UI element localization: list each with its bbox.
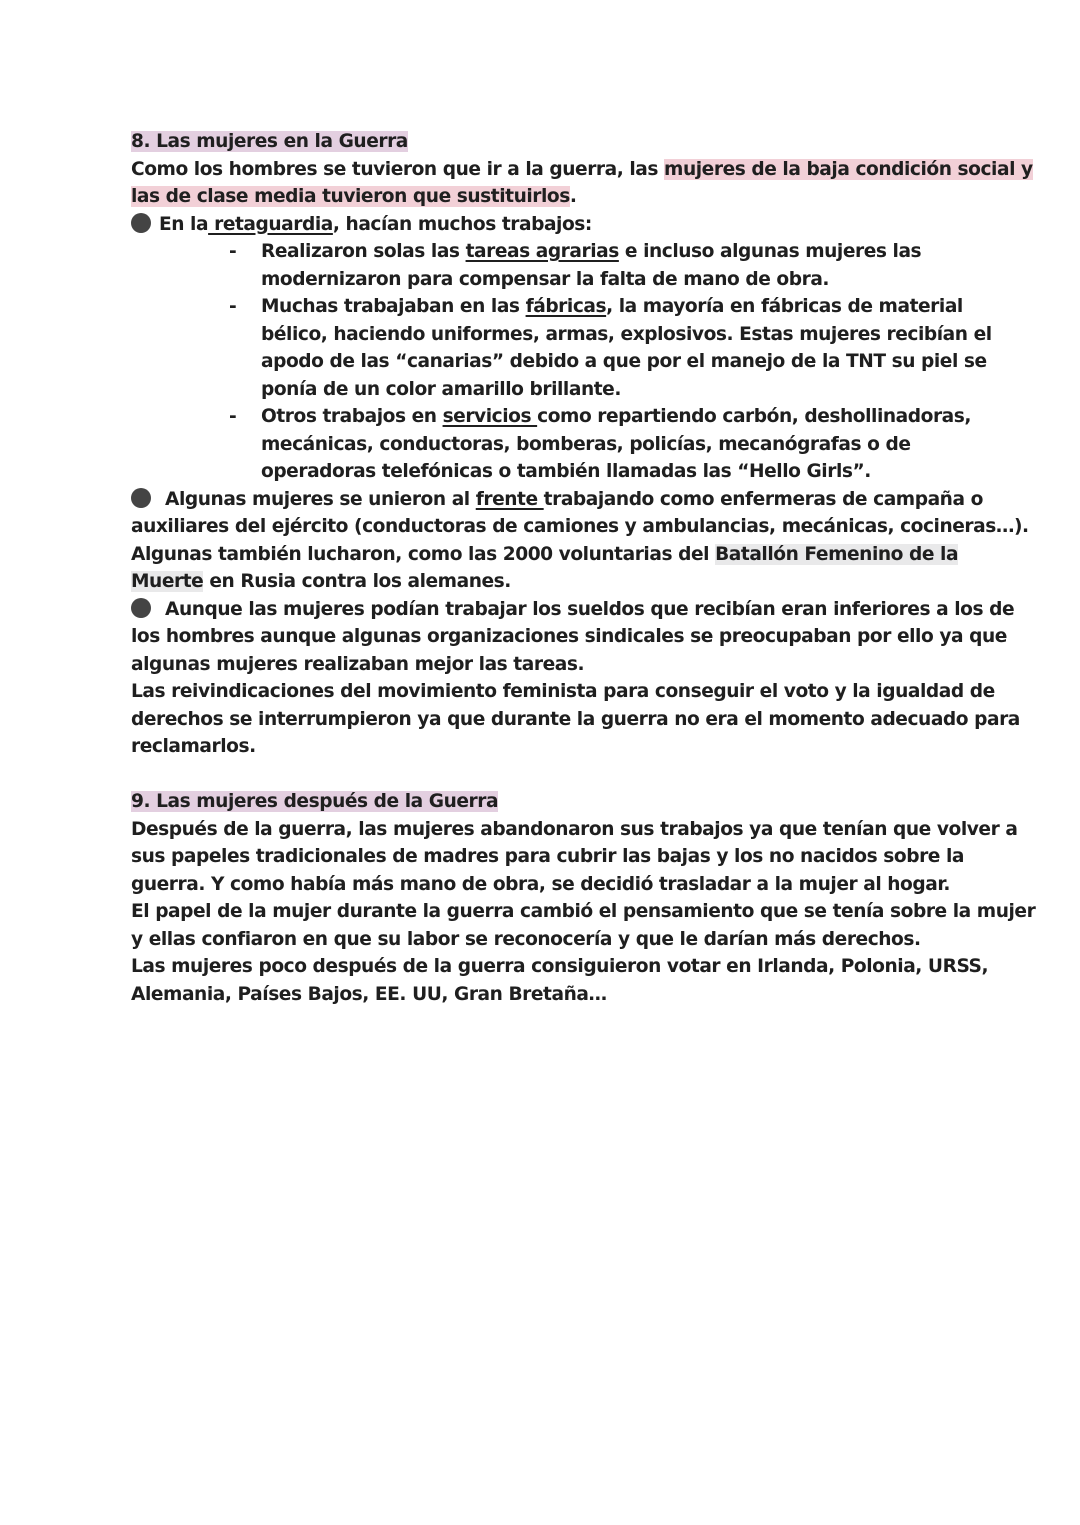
item-text: operadoras telefónicas o también llamadas las “Hello Girls”.	[261, 461, 871, 482]
dash-item-agrarias-cont	[131, 266, 961, 294]
paragraph-text: guerra. Y como había más mano de obra, se decidió trasladar a la mujer al hogar.	[131, 873, 951, 895]
paragraph-line	[131, 843, 964, 871]
bullet-text: Aunque las mujeres podían trabajar los sueldos que recibían eran inferiores a los de	[159, 598, 1015, 620]
bullet-frente-cont	[131, 541, 961, 569]
item-text: como repartiendo carbón, deshollinadoras,	[537, 406, 971, 427]
underlined-term: frente	[475, 488, 544, 510]
underlined-term: servicios	[442, 406, 538, 427]
item-text: , la mayoría en fábricas de material	[606, 296, 963, 317]
item-text: Otros trabajos en	[261, 406, 443, 427]
dash-item-fabricas-cont	[131, 376, 961, 404]
bullet-sueldos-cont	[131, 623, 1007, 651]
intro-line-1	[131, 156, 1033, 184]
highlighted-phrase: mujeres de la baja condición social y	[664, 158, 1033, 180]
intro-text: Como los hombres se tuvieron que ir a la guerra, las	[131, 158, 665, 180]
dash-item-fabricas	[131, 293, 961, 321]
bullet-text: Algunas también lucharon, como las 2000 voluntarias del	[131, 543, 716, 565]
highlighted-phrase: Muerte	[131, 571, 204, 592]
bullet-text: algunas mujeres realizaban mejor las tareas.	[131, 653, 585, 675]
bullet-text: , hacían muchos trabajos:	[332, 213, 592, 235]
paragraph-text: Después de la guerra, las mujeres abandonaron sus trabajos ya que tenían que volver a	[131, 818, 1018, 840]
paragraph-line	[131, 706, 1020, 734]
bullet-icon	[131, 488, 151, 508]
dash-item-fabricas-cont	[131, 321, 992, 349]
item-text: e incluso algunas mujeres las	[618, 241, 922, 262]
bullet-frente-cont	[131, 513, 1029, 541]
paragraph-line	[131, 926, 961, 954]
dash-item-servicios	[131, 403, 971, 431]
item-text: ponía de un color amarillo brillante.	[261, 378, 621, 400]
item-text: modernizaron para compensar la falta de mano de obra.	[261, 268, 830, 290]
bullet-icon	[131, 598, 151, 618]
item-text: bélico, haciendo uniformes, armas, explosivos. Estas mujeres recibían el	[261, 323, 992, 345]
paragraph-line	[131, 733, 961, 761]
highlighted-phrase: las de clase media tuvieron que sustituirlos	[131, 186, 570, 207]
section-9-heading	[131, 788, 961, 816]
dash-marker: -	[229, 241, 237, 262]
paragraph-text: Alemania, Países Bajos, EE. UU, Gran Bretaña…	[131, 983, 607, 1005]
paragraph-text: Las reivindicaciones del movimiento feminista para conseguir el voto y la igualdad de	[131, 681, 995, 702]
section-8-heading	[131, 128, 961, 156]
item-text: Muchas trabajaban en las	[261, 296, 526, 317]
section-spacer	[131, 761, 961, 789]
bullet-text: Algunas mujeres se unieron al	[159, 488, 476, 510]
paragraph-line	[131, 871, 961, 899]
bullet-sueldos	[131, 596, 1015, 624]
intro-line-2	[131, 183, 961, 211]
paragraph-line	[131, 953, 989, 981]
underlined-term: tareas agrarias	[465, 241, 619, 262]
paragraph-text: derechos se interrumpieron ya que durante la guerra no era el momento adecuado para	[131, 708, 1020, 730]
dash-marker: -	[229, 296, 237, 317]
bullet-text: trabajando como enfermeras de campaña o	[543, 488, 983, 510]
highlighted-phrase: Batallón Femenino de la	[715, 543, 959, 565]
bullet-sueldos-cont	[131, 651, 961, 679]
paragraph-line	[131, 816, 1018, 844]
bullet-text: los hombres aunque algunas organizaciones sindicales se preocupaban por ello ya que	[131, 626, 1007, 647]
paragraph-text: reclamarlos.	[131, 736, 256, 757]
bullet-text: En la	[159, 213, 209, 235]
paragraph-text: Las mujeres poco después de la guerra consiguieron votar en Irlanda, Polonia, URSS,	[131, 956, 989, 977]
item-text: Realizaron solas las	[261, 241, 466, 262]
section-9-title: 9. Las mujeres después de la Guerra	[131, 791, 499, 812]
bullet-retaguardia	[131, 211, 961, 239]
item-text: apodo de las “canarias” debido a que por el manejo de la TNT su piel se	[261, 351, 987, 372]
dash-item-fabricas-cont	[131, 348, 987, 376]
paragraph-text: sus papeles tradicionales de madres para cubrir las bajas y los no nacidos sobre la	[131, 846, 964, 867]
bullet-frente	[131, 486, 983, 514]
paragraph-text: El papel de la mujer durante la guerra cambió el pensamiento que se tenía sobre la mujer	[131, 901, 1036, 922]
document-body	[131, 128, 1036, 1008]
underlined-term: retaguardia	[208, 213, 333, 235]
underlined-term: fábricas	[525, 296, 607, 317]
bullet-icon	[131, 213, 151, 233]
section-8-title: 8. Las mujeres en la Guerra	[131, 131, 408, 152]
dash-item-servicios-cont	[131, 458, 961, 486]
paragraph-line	[131, 678, 995, 706]
bullet-text: en Rusia contra los alemanes.	[203, 571, 511, 592]
dash-marker: -	[229, 406, 237, 427]
bullet-text: auxiliares del ejército (conductoras de camiones y ambulancias, mecánicas, cocineras…).	[131, 516, 1029, 537]
bullet-frente-cont	[131, 568, 961, 596]
paragraph-text: y ellas confiaron en que su labor se reconocería y que le darían más derechos.	[131, 928, 921, 950]
intro-text: .	[569, 186, 577, 207]
item-text: mecánicas, conductoras, bomberas, policías, mecanógrafas o de	[261, 433, 911, 455]
dash-item-agrarias	[131, 238, 961, 266]
paragraph-line	[131, 898, 1036, 926]
dash-item-servicios-cont	[131, 431, 961, 459]
paragraph-line	[131, 981, 961, 1009]
